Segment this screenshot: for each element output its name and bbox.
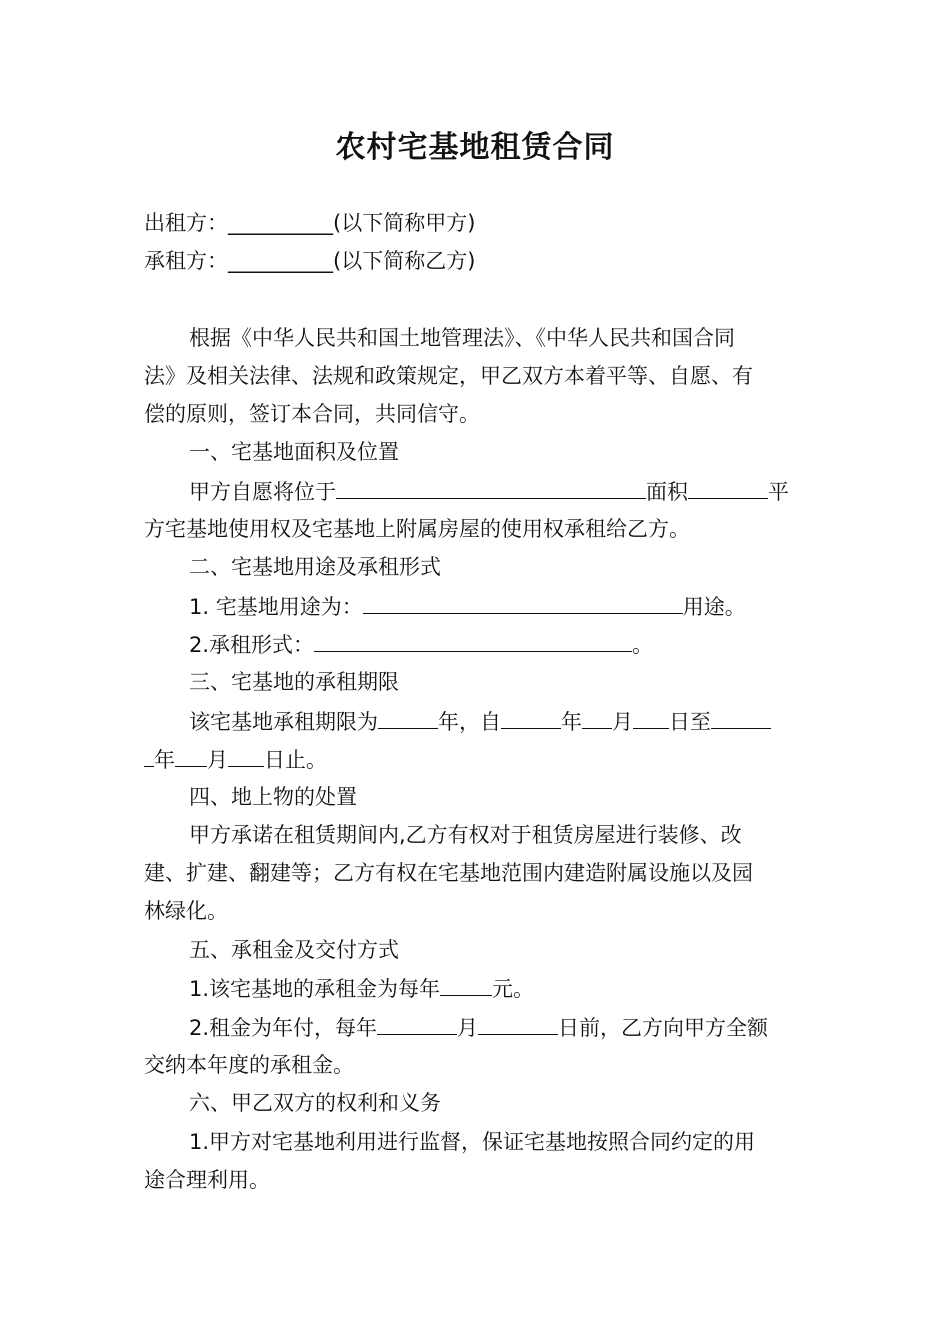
s5-item2-text-a: 2.租金为年付，每年	[189, 1016, 378, 1040]
end-year-blank-part-2	[144, 744, 154, 767]
section-5-item-2-line-2: 交纳本年度的承租金。	[144, 1053, 354, 1077]
usage-blank	[363, 591, 683, 614]
s5-item1-text-b: 元。	[492, 977, 535, 1001]
lessee-blank: __________	[228, 249, 333, 273]
section-6-heading: 六、甲乙双方的权利和义务	[189, 1091, 441, 1115]
section-4-line-1: 甲方承诺在租赁期间内,乙方有权对于租赁房屋进行装修、改	[189, 823, 742, 847]
s2-item2-text-a: 2.承租形式：	[189, 633, 315, 657]
s3-text-e: 日至	[669, 710, 711, 734]
s3-line2-text-c: 日止。	[264, 748, 327, 772]
section-6-item-1-line-2: 途合理利用。	[144, 1168, 270, 1192]
start-year-blank	[501, 706, 561, 729]
term-years-blank	[378, 706, 438, 729]
section-4-line-3: 林绿化。	[144, 899, 228, 923]
lessor-note: (以下简称甲方)	[333, 211, 476, 235]
section-1-heading: 一、宅基地面积及位置	[189, 440, 399, 464]
lessee-line	[144, 246, 814, 276]
section-2-item-2	[189, 629, 814, 659]
s1-text-c: 平	[768, 480, 789, 504]
area-blank	[688, 476, 768, 499]
section-3-heading: 三、宅基地的承租期限	[189, 670, 399, 694]
end-day-blank	[228, 744, 264, 767]
section-4-heading: 四、地上物的处置	[189, 785, 357, 809]
section-2-item-1	[189, 591, 814, 621]
s1-text-b: 面积	[646, 480, 688, 504]
s3-text-d: 月	[612, 710, 633, 734]
intro-line-2: 法》及相关法律、法规和政策规定，甲乙双方本着平等、自愿、有	[144, 364, 753, 388]
s1-text-a: 甲方自愿将位于	[189, 480, 336, 504]
lessee-label: 承租方：	[144, 249, 228, 273]
start-month-blank	[582, 706, 612, 729]
payment-month-blank	[377, 1012, 457, 1035]
s3-line2-text-a: 年	[154, 748, 175, 772]
section-1-paragraph-line-1	[189, 476, 814, 506]
annual-rent-blank	[440, 973, 492, 996]
section-5-item-1	[189, 973, 814, 1003]
s2-item1-text-b: 用途。	[682, 595, 746, 619]
lessor-label: 出租方：	[144, 211, 228, 235]
s2-item1-text-a: 1. 宅基地用途为：	[189, 595, 363, 619]
document-title: 农村宅基地租赁合同	[335, 130, 615, 165]
s2-item2-text-b: 。	[632, 633, 654, 657]
end-month-blank	[175, 744, 207, 767]
s3-text-c: 年	[561, 710, 582, 734]
section-3-paragraph-line-2	[144, 744, 814, 774]
intro-line-3: 偿的原则，签订本合同，共同信守。	[144, 402, 480, 426]
lessee-note: (以下简称乙方)	[333, 249, 476, 273]
section-2-heading: 二、宅基地用途及承租形式	[189, 555, 441, 579]
s3-text-a: 该宅基地承租期限为	[189, 710, 378, 734]
section-5-item-2	[189, 1012, 814, 1042]
section-4-line-2: 建、扩建、翻建等；乙方有权在宅基地范围内建造附属设施以及园	[144, 861, 753, 885]
lessor-line	[144, 208, 814, 238]
section-1-paragraph-line-2: 方宅基地使用权及宅基地上附属房屋的使用权承租给乙方。	[144, 517, 690, 541]
s5-item2-text-b: 月	[457, 1016, 479, 1040]
payment-day-blank	[478, 1012, 558, 1035]
end-year-blank-part-1	[711, 706, 771, 729]
lessor-blank: __________	[228, 211, 333, 235]
s5-item1-text-a: 1.该宅基地的承租金为每年	[189, 977, 441, 1001]
s3-text-b: 年，自	[438, 710, 501, 734]
section-5-heading: 五、承租金及交付方式	[189, 938, 399, 962]
s3-line2-text-b: 月	[207, 748, 228, 772]
start-day-blank	[633, 706, 669, 729]
location-blank	[336, 476, 646, 499]
section-3-paragraph-line-1	[189, 706, 814, 736]
s5-item2-text-c: 日前，乙方向甲方全额	[558, 1016, 769, 1040]
intro-line-1: 根据《中华人民共和国土地管理法》、《中华人民共和国合同	[189, 326, 735, 350]
section-6-item-1-line-1: 1.甲方对宅基地利用进行监督，保证宅基地按照合同约定的用	[189, 1130, 756, 1154]
lease-form-blank	[314, 629, 632, 652]
